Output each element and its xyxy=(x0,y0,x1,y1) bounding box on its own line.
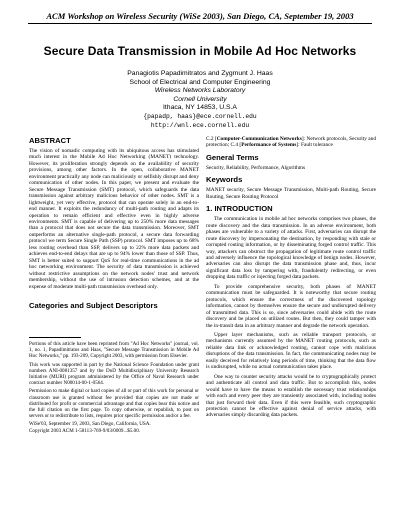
intro-paragraph-1: The communication in mobile ad hoc networks comprises two phases, the route discovery and the data transmission. In an adverse environment, both phases are vulnerable to a variety of attacks. First, adversaries can disrupt the route discovery by impersonating the destination, by responding with stale or corrupted routing information, or by disseminating forged control traffic. This way, attackers can obstruct the propagation of legitimate route control traffic and adversely influence the topological knowledge of benign nodes. However, adversaries can also disrupt the data transmission phase and, thus, incur significant data loss by tampering with, fraudulently redirecting, or even dropping data traffic or injecting forged data packets. xyxy=(206,216,376,281)
header-rule xyxy=(28,23,372,24)
intro-paragraph-4: One way to counter security attacks would be to cryptographically protect and authenticate all control and data traffic. But to accomplish this, nodes would have to have the means to establish the necessary trust relationships with each and every peer they are transiently associated with, including nodes that just forward their data. Even if this were feasible, such cryptographic protection cannot be effective against denial of service attacks, with adversaries simply discarding data packets. xyxy=(206,373,376,419)
affiliation-university: Cornell University xyxy=(173,95,227,103)
footnote-copyright: Copyright 2003 ACM 1-58113-769-9/03/0009...$5.00. xyxy=(29,427,141,434)
footnote-reprint: Portions of this article have been reprinted from "Ad Hoc Networks" journal, vol. 1, no. 1, Papadimitratos and Haas, "Secure Message Transmission in Mobile Ad Hoc Networks," pp. 193-209, Copyright 2003, with permission from Elsevier. xyxy=(29,340,199,360)
intro-paragraph-3: Upper layer mechanisms, such as reliable transport protocols, or mechanisms currently assumed by the MANET routing protocols, such as reliable data link or acknowledged routing, cannot cope with malicious disruptions of the data transmission. In fact, the communicating nodes may be easily deceived for relatively long periods of time, thinking that the data flow is undisrupted, while no actual communication takes place. xyxy=(206,331,376,371)
general-terms-text: Security, Reliability, Performance, Algorithms xyxy=(206,164,306,171)
footnote-venue: WiSe'03, September 19, 2003, San Diego, California, USA. xyxy=(29,421,151,428)
categories-heading: Categories and Subject Descriptors xyxy=(29,300,158,310)
affiliation-school: School of Electrical and Computer Engineering xyxy=(129,78,271,86)
keywords-text: MANET security, Secure Message Transmission, Multi-path Routing, Secure Routing, Secure Routing Protocol xyxy=(206,187,376,200)
keywords-heading: Keywords xyxy=(206,175,243,185)
affiliation-lab: Wireless Networks Laboratory xyxy=(154,87,246,95)
abstract-heading: ABSTRACT xyxy=(29,136,71,145)
running-header: ACM Workshop on Wireless Security (WiSe 2003), San Diego, CA, September 19, 2003 xyxy=(46,11,354,21)
introduction-heading: 1. INTRODUCTION xyxy=(206,204,273,214)
categories-text: C.2 [Computer-Communication Networks]: Network protocols, Security and protection; C.4 [Performance of Systems]: Fault tolerance xyxy=(206,136,376,149)
intro-paragraph-2: To provide comprehensive security, both phases of MANET communication must be safeguarded. It is noteworthy that secure routing protocols, which ensure the correctness of the discovered topology information, cannot by themselves ensure the secure and undisrupted delivery of transmitted data. This is so, since adversaries could abide with the route discovery and be placed on utilized routes. But then, they could tamper with the in-transit data in an arbitrary manner and degrade the network operation. xyxy=(206,283,376,329)
author-block xyxy=(0,70,400,130)
paper-title: Secure Data Transmission in Mobile Ad Hoc Networks xyxy=(43,44,357,58)
general-terms-heading: General Terms xyxy=(206,152,259,162)
footnote-permission: Permission to make digital or hard copies of all or part of this work for personal or classroom use is granted without fee provided that copies are not made or distributed for profit or commercial advantage and that copies bear this notice and the full citation on the first page. To copy otherwise, or republish, to post on servers or to redistribute to lists, requires prior specific permission and/or a fee. xyxy=(29,388,199,420)
affiliation-address: Ithaca, NY 14853, U.S.A xyxy=(163,104,237,112)
right-column xyxy=(206,136,376,422)
author-email: {papadp, haas}@ece.cornell.edu xyxy=(143,112,257,120)
footnote-funding: This work was supported in part by the National Science Foundation under grant numbers ANI-0081357 and by the DoD Multidisciplinary University Research Initiative (MURI) program administered by the Office of Naval Research under contract number N00014-00-1-0564. xyxy=(29,361,199,387)
footnote-rule xyxy=(29,337,81,338)
left-column xyxy=(29,136,199,436)
authors: Panagiotis Papadimitratos and Zygmunt J. Haas xyxy=(127,70,273,77)
lab-url[interactable]: http://wnl.ece.cornell.edu xyxy=(150,121,250,129)
abstract-text: The vision of nomadic computing with its ubiquitous access has stimulated much interest in the Mobile Ad Hoc Networking (MANET) technology. However, its proliferation strongly depends on the availability of security provisions, among other factors. In the open, collaborative MANET environment practically any node can maliciously or selfishly disrupt and deny communication of other nodes. In this paper, we present and evaluate the Secure Message Transmission (SMT) protocol, which safeguards the data transmission against arbitrary malicious behavior of other nodes. SMT is a lightweight, yet very effective, protocol that can operate solely in an end-to-end manner. It exploits the redundancy of multi-path routing and adapts its operation to remain efficient and effective even in highly adverse environments. SMT is capable of delivering up to 250% more data messages than a protocol that does not secure the data transmission. Moreover, SMT outperforms an alternative single-path protocol, a secure data forwarding protocol we term Secure Single Path (SSP) protocol. SMT imposes up to 68% less routing overhead than SSP, delivers up to 22% more data packets and achieves end-to-end delays that are up to 94% lower than those of SSP. Thus, SMT is better suited to support QoS for real-time communications in the ad hoc networking environment. The security of data transmission is achieved without restrictive assumptions on the network nodes' trust and network membership, without the use of intrusion detection schemes, and at the expense of moderate multi-path transmission overhead only. xyxy=(29,148,199,290)
